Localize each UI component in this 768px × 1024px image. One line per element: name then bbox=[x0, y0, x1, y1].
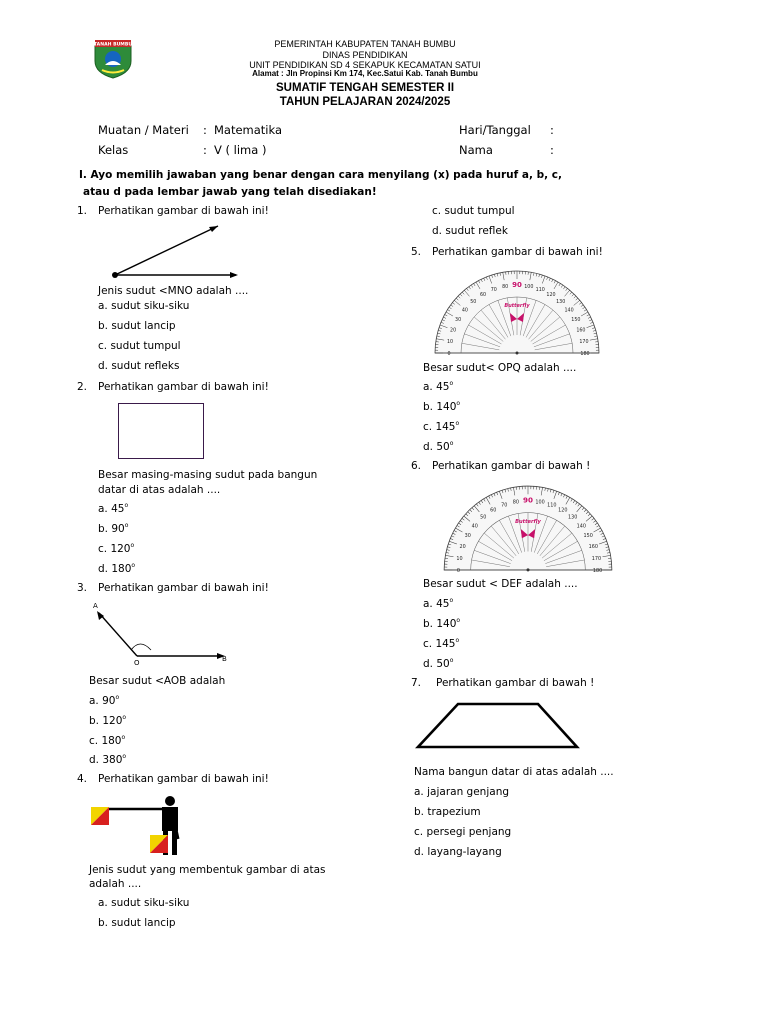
q1-number: 1. bbox=[77, 205, 88, 217]
protractor-label: 30 bbox=[455, 318, 462, 323]
protractor-label: 0 bbox=[456, 567, 461, 574]
protractor-label: 110 bbox=[547, 502, 557, 509]
instruction-line-1: I. Ayo memilih jawaban yang benar dengan cara menyilang (x) pada huruf a, b, c, bbox=[79, 169, 562, 181]
kelas-colon: : bbox=[203, 143, 207, 157]
school-logo bbox=[92, 37, 134, 79]
protractor-label: 30 bbox=[464, 533, 471, 540]
q5-option-d[interactable]: d. 50$^o$ bbox=[423, 440, 454, 453]
kelas-label: Kelas bbox=[98, 143, 129, 157]
q1-question: Jenis sudut <MNO adalah .... bbox=[98, 285, 249, 297]
q2-question-line-1: Besar masing-masing sudut pada bangun bbox=[98, 469, 318, 481]
q4-prompt: Perhatikan gambar di bawah ini! bbox=[98, 773, 269, 785]
q2-prompt: Perhatikan gambar di bawah ini! bbox=[98, 381, 269, 393]
q4-number: 4. bbox=[77, 773, 88, 785]
protractor-label: 120 bbox=[558, 507, 568, 514]
q6-prompt: Perhatikan gambar di bawah ! bbox=[432, 460, 591, 472]
q2-option-a[interactable]: a. 45$^o$ bbox=[98, 502, 129, 515]
protractor-brand: Butterfly bbox=[504, 303, 530, 309]
q1-option-c[interactable]: c. sudut tumpul bbox=[98, 340, 181, 352]
q1-prompt: Perhatikan gambar di bawah ini! bbox=[98, 205, 269, 217]
protractor-label: 40 bbox=[471, 523, 478, 530]
q1-option-a[interactable]: a. sudut siku-siku bbox=[98, 300, 190, 312]
q4-option-b[interactable]: b. sudut lancip bbox=[98, 917, 176, 929]
protractor-label: 50 bbox=[470, 299, 477, 305]
header-address: Alamat : Jln Propinsi Km 174, Kec.Satui Kab. Tanah Bumbu bbox=[252, 69, 478, 78]
muatan-label: Muatan / Materi bbox=[98, 123, 189, 137]
q4-question-line-1: Jenis sudut yang membentuk gambar di atas bbox=[89, 864, 326, 876]
header-line-3: UNIT PENDIDIKAN SD 4 SEKAPUK KECAMATAN SATUI bbox=[249, 60, 481, 70]
protractor-label: 170 bbox=[591, 555, 602, 562]
q3-question: Besar sudut <AOB adalah bbox=[89, 675, 226, 687]
logo-text: TANAH BUMBU bbox=[93, 42, 133, 48]
q7-option-d[interactable]: d. layang-layang bbox=[414, 846, 502, 858]
protractor-label: 180 bbox=[592, 567, 603, 574]
protractor-label: 140 bbox=[576, 523, 586, 530]
protractor-label: 90 bbox=[523, 495, 533, 505]
muatan-colon: : bbox=[203, 123, 207, 137]
protractor-label: 180 bbox=[580, 352, 590, 357]
q7-question: Nama bangun datar di atas adalah .... bbox=[414, 766, 614, 778]
title-line-2: TAHUN PELAJARAN 2024/2025 bbox=[279, 96, 451, 108]
q6-number: 6. bbox=[411, 460, 422, 472]
instruction-line-2: atau d pada lembar jawab yang telah disediakan! bbox=[83, 186, 377, 198]
protractor-label: 40 bbox=[461, 308, 468, 314]
q3-label-b: B bbox=[222, 655, 227, 663]
protractor-label: 50 bbox=[480, 514, 487, 521]
q4-option-a[interactable]: a. sudut siku-siku bbox=[98, 897, 190, 909]
q6-question: Besar sudut < DEF adalah .... bbox=[423, 578, 578, 590]
protractor-label: 130 bbox=[568, 514, 578, 521]
q3-angle-figure bbox=[88, 598, 238, 668]
protractor-label: 70 bbox=[490, 288, 497, 294]
protractor-label: 60 bbox=[490, 507, 497, 514]
q7-number: 7. bbox=[411, 677, 422, 689]
protractor-label: 150 bbox=[583, 533, 593, 540]
protractor-label: 150 bbox=[571, 318, 581, 323]
header-line-1: PEMERINTAH KABUPATEN TANAH BUMBU bbox=[274, 39, 456, 49]
q1-option-b[interactable]: b. sudut lancip bbox=[98, 320, 176, 332]
protractor-center bbox=[526, 568, 529, 571]
q1-option-d[interactable]: d. sudut refleks bbox=[98, 360, 180, 372]
hari-colon: : bbox=[550, 123, 554, 137]
q6-option-c[interactable]: c. 145$^o$ bbox=[423, 637, 460, 650]
q3-prompt: Perhatikan gambar di bawah ini! bbox=[98, 582, 269, 594]
q7-option-b[interactable]: b. trapezium bbox=[414, 806, 481, 818]
protractor-label: 20 bbox=[459, 544, 466, 551]
protractor-label: 120 bbox=[546, 293, 556, 299]
protractor-label: 100 bbox=[535, 499, 545, 506]
hari-label: Hari/Tanggal bbox=[459, 123, 531, 137]
q5-protractor-figure bbox=[424, 269, 610, 357]
protractor-brand: Butterfly bbox=[515, 518, 541, 525]
q4-question-line-2: adalah .... bbox=[89, 878, 142, 890]
q3-label-o: O bbox=[134, 659, 140, 667]
q6-option-b[interactable]: b. 140$^o$ bbox=[423, 617, 461, 630]
q3-number: 3. bbox=[77, 582, 88, 594]
protractor-label: 80 bbox=[502, 285, 509, 291]
q5-number: 5. bbox=[411, 246, 422, 258]
protractor-label: 110 bbox=[535, 288, 545, 294]
q1-angle-figure bbox=[106, 220, 242, 282]
q2-rectangle-figure bbox=[118, 403, 204, 459]
q5-option-a[interactable]: a. 45$^o$ bbox=[423, 380, 454, 393]
protractor-label: 170 bbox=[579, 340, 589, 346]
protractor-label: 70 bbox=[501, 502, 508, 509]
q7-option-c[interactable]: c. persegi penjang bbox=[414, 826, 512, 838]
muatan-value: Matematika bbox=[214, 123, 283, 137]
q4-option-d[interactable]: d. sudut reflek bbox=[432, 225, 508, 237]
q2-number: 2. bbox=[77, 381, 88, 393]
protractor-label: 0 bbox=[447, 352, 451, 357]
protractor-label: 130 bbox=[556, 299, 566, 305]
header-line-2: DINAS PENDIDIKAN bbox=[322, 50, 408, 60]
protractor-center bbox=[516, 352, 519, 355]
q3-option-a[interactable]: a. 90$^o$ bbox=[89, 694, 120, 707]
q2-question-line-2: datar di atas adalah .... bbox=[98, 484, 221, 496]
protractor-label: 60 bbox=[479, 293, 487, 299]
q5-question: Besar sudut< OPQ adalah .... bbox=[423, 362, 577, 374]
protractor-label: 100 bbox=[524, 285, 534, 291]
protractor-label: 160 bbox=[588, 544, 599, 551]
protractor-label: 20 bbox=[450, 328, 457, 334]
q2-option-d[interactable]: d. 180$^o$ bbox=[98, 562, 136, 575]
q4-flag-person-figure bbox=[88, 795, 192, 857]
title-line-1: SUMATIF TENGAH SEMESTER II bbox=[275, 82, 455, 94]
q3-label-a: A bbox=[93, 602, 98, 610]
q7-trapezium-figure bbox=[414, 701, 582, 751]
protractor-label: 10 bbox=[456, 555, 463, 562]
protractor-label: 10 bbox=[446, 340, 454, 346]
q6-option-d[interactable]: d. 50$^o$ bbox=[423, 657, 454, 670]
q5-prompt: Perhatikan gambar di bawah ini! bbox=[432, 246, 603, 258]
protractor-label: 140 bbox=[564, 308, 574, 314]
q6-option-a[interactable]: a. 45$^o$ bbox=[423, 597, 454, 610]
q3-option-d[interactable]: d. 380$^o$ bbox=[89, 753, 127, 766]
kelas-value: V ( lima ) bbox=[214, 143, 267, 157]
q3-option-c[interactable]: c. 180$^o$ bbox=[89, 734, 126, 747]
q5-option-c[interactable]: c. 145$^o$ bbox=[423, 420, 460, 433]
protractor-label: 80 bbox=[512, 499, 520, 506]
nama-colon: : bbox=[550, 143, 554, 157]
q6-protractor-figure bbox=[428, 484, 628, 574]
q7-option-a[interactable]: a. jajaran genjang bbox=[414, 786, 510, 798]
protractor-label: 90 bbox=[512, 281, 522, 289]
q2-option-b[interactable]: b. 90$^o$ bbox=[98, 522, 129, 535]
q5-option-b[interactable]: b. 140$^o$ bbox=[423, 400, 461, 413]
q7-prompt: Perhatikan gambar di bawah ! bbox=[436, 677, 595, 689]
nama-label: Nama bbox=[459, 143, 493, 157]
q2-option-c[interactable]: c. 120$^o$ bbox=[98, 542, 135, 555]
protractor-label: 160 bbox=[576, 328, 586, 334]
q3-option-b[interactable]: b. 120$^o$ bbox=[89, 714, 127, 727]
q4-option-c[interactable]: c. sudut tumpul bbox=[432, 205, 515, 217]
